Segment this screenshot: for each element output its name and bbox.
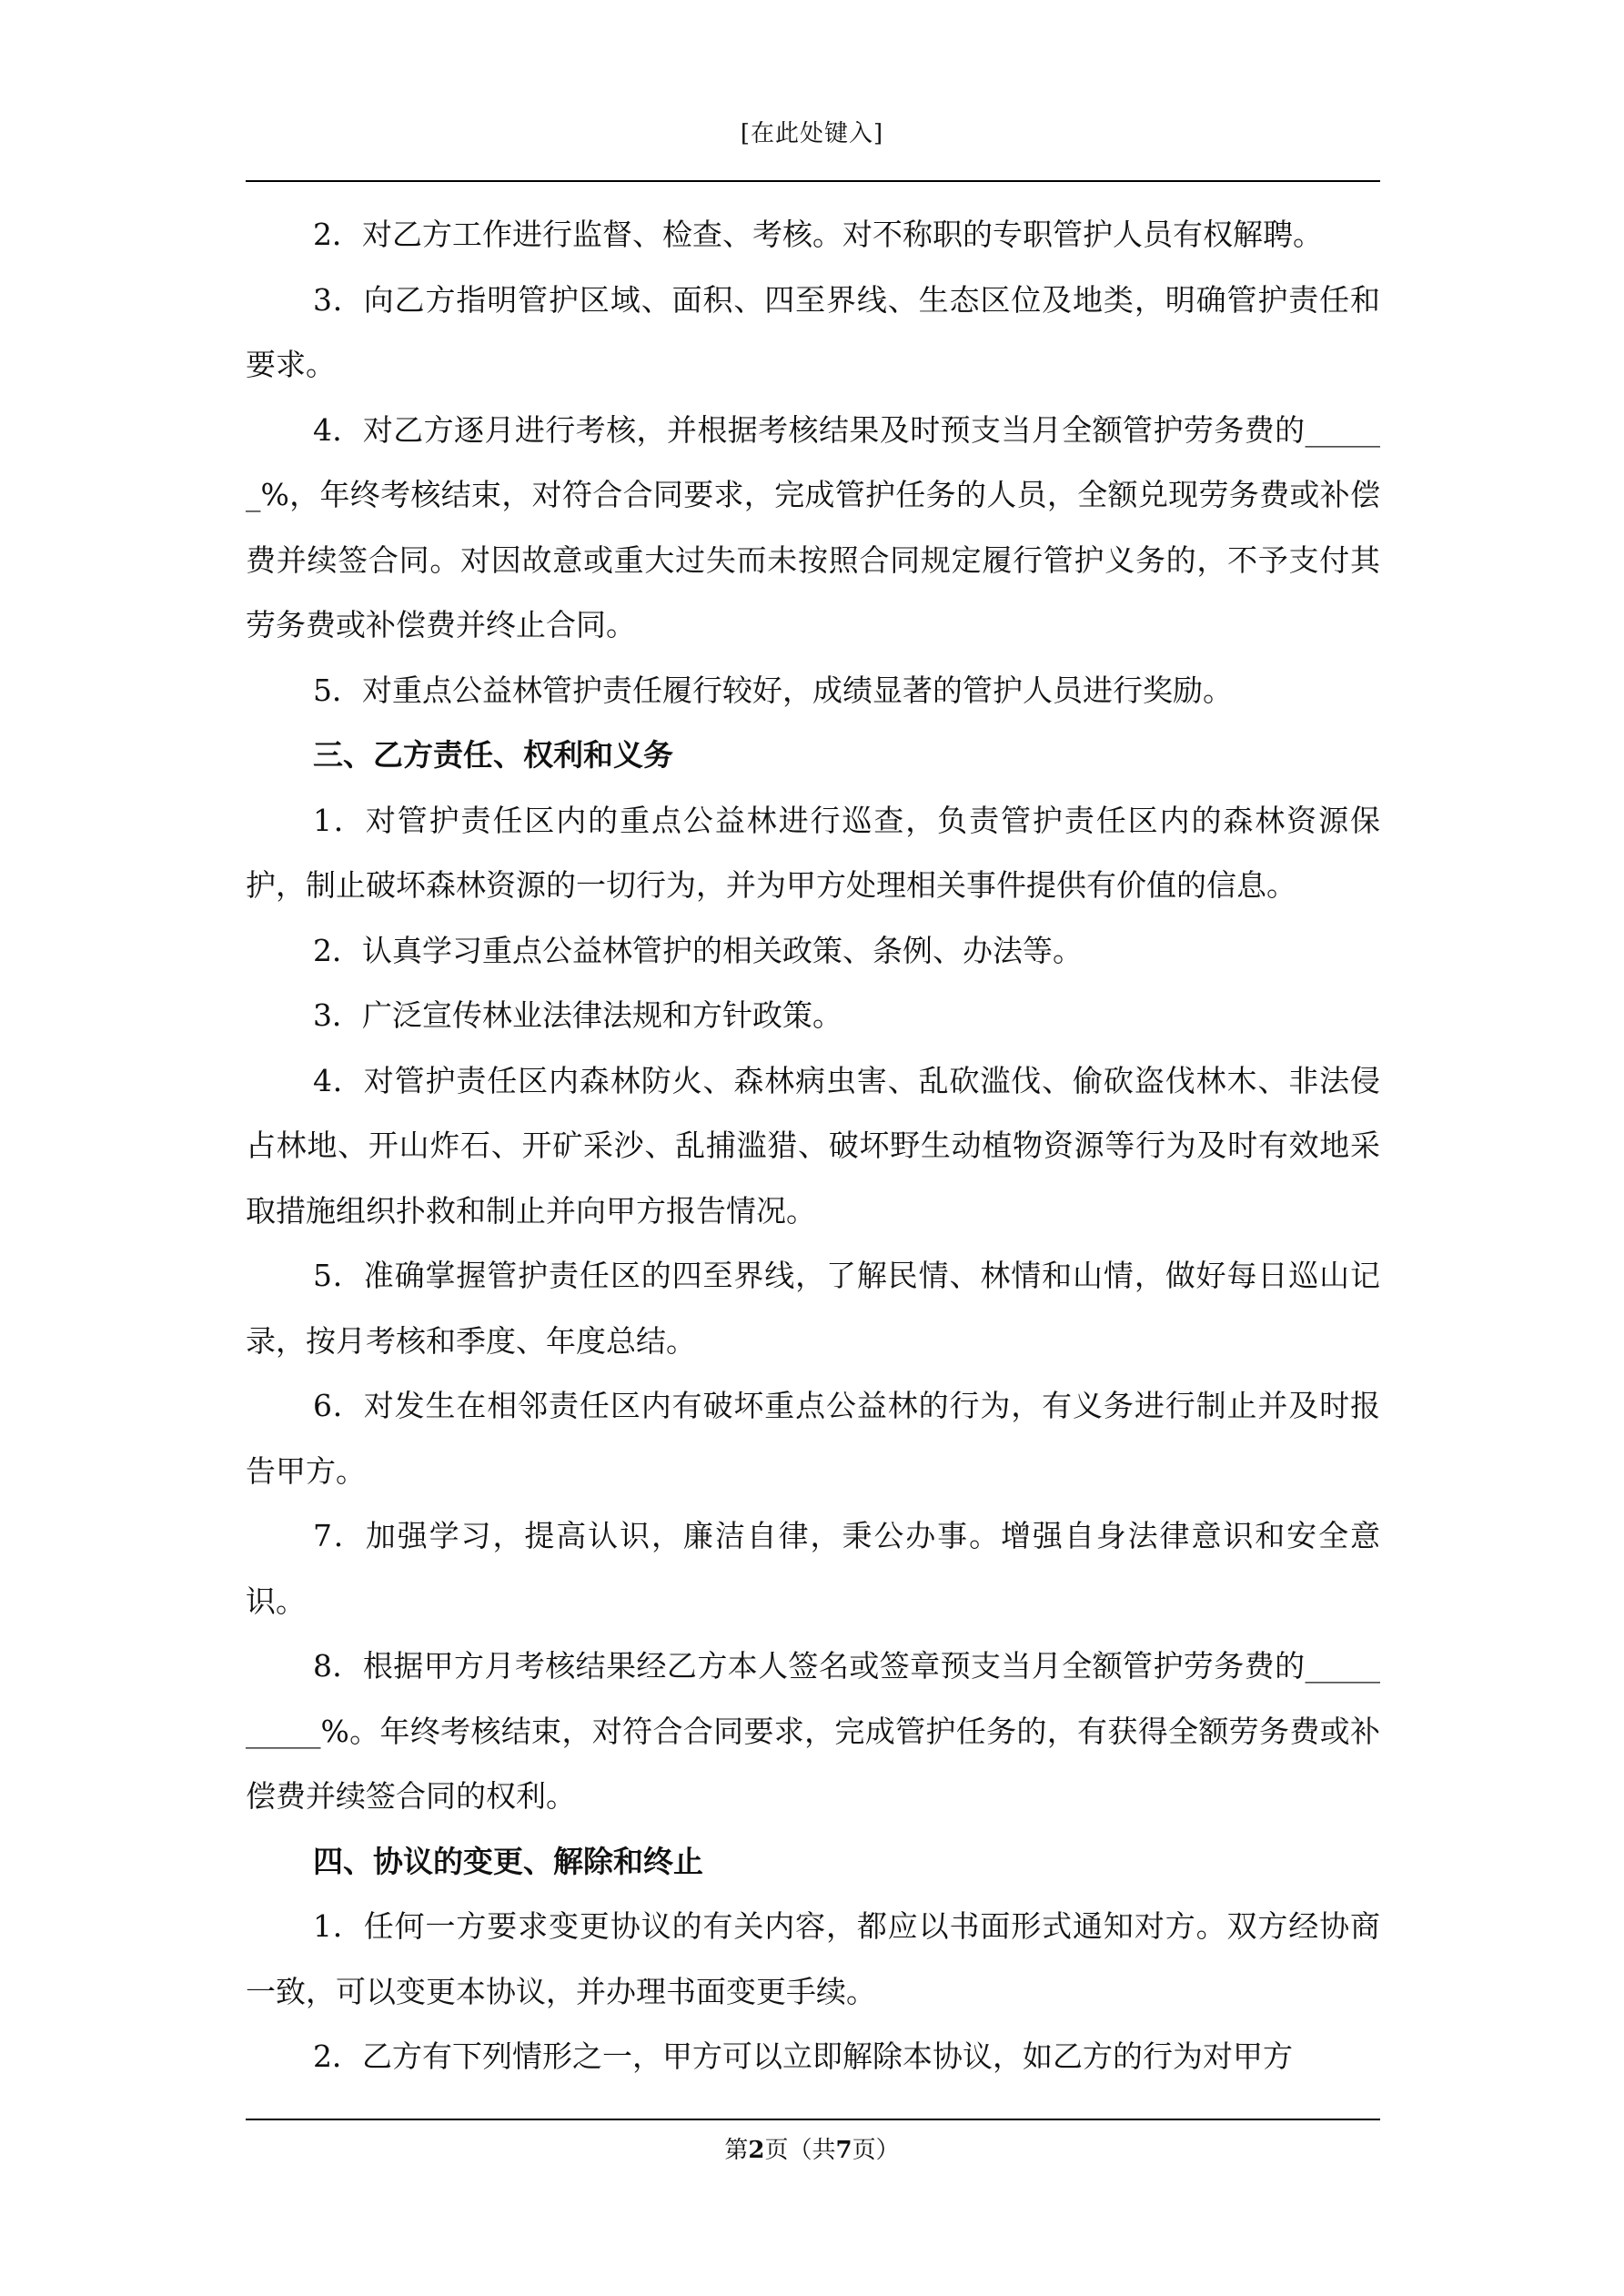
footer-suffix: 页）: [852, 2137, 900, 2164]
section-heading: 四、协议的变更、解除和终止: [313, 1843, 703, 1879]
page-total: 7: [835, 2137, 852, 2164]
paragraph: 8．根据甲方月考核结果经乙方本人签名或签章预支当月全额管护劳务费的__________%。年终考核结束，对符合合同要求，完成管护任务的，有获得全额劳务费或补偿费并续签合同的权利。: [246, 1648, 1380, 1814]
page-header-placeholder: [在此处键入]: [740, 120, 884, 147]
paragraph: 2．对乙方工作进行监督、检查、考核。对不称职的专职管护人员有权解聘。: [313, 217, 1323, 252]
header-rule: [246, 180, 1380, 182]
footer-middle: 页（共: [764, 2137, 836, 2164]
paragraph: 4．对乙方逐月进行考核，并根据考核结果及时预支当月全额管护劳务费的______%，年终考核结束，对符合合同要求，完成管护任务的人员，全额兑现劳务费或补偿费并续签合同。对因故意或重大过失而未按照合同规定履行管护义务的，不予支付其劳务费或补偿费并终止合同。: [246, 411, 1380, 642]
paragraph: 1．对管护责任区内的重点公益林进行巡查，负责管护责任区内的森林资源保护，制止破坏森林资源的一切行为，并为甲方处理相关事件提供有价值的信息。: [246, 802, 1380, 903]
footer-prefix: 第: [724, 2137, 749, 2164]
page-footer: [0, 2131, 1624, 2165]
document-body: [246, 202, 1380, 2089]
paragraph: 2．认真学习重点公益林管护的相关政策、条例、办法等。: [313, 932, 1083, 968]
page-number: 2: [748, 2137, 765, 2164]
footer-rule: [246, 2119, 1380, 2120]
paragraph: 3．向乙方指明管护区域、面积、四至界线、生态区位及地类，明确管护责任和要求。: [246, 281, 1380, 382]
paragraph: 1．任何一方要求变更协议的有关内容，都应以书面形式通知对方。双方经协商一致，可以变更本协议，并办理书面变更手续。: [246, 1908, 1380, 2009]
paragraph: 5．准确掌握管护责任区的四至界线，了解民情、林情和山情，做好每日巡山记录，按月考核和季度、年度总结。: [246, 1258, 1380, 1359]
paragraph: 4．对管护责任区内森林防火、森林病虫害、乱砍滥伐、偷砍盗伐林木、非法侵占林地、开山炸石、开矿采沙、乱捕滥猎、破坏野生动植物资源等行为及时有效地采取措施组织扑救和制止并向甲方报告情况。: [246, 1062, 1380, 1229]
section-heading: 三、乙方责任、权利和义务: [313, 737, 673, 773]
paragraph: 5．对重点公益林管护责任履行较好，成绩显著的管护人员进行奖励。: [313, 672, 1233, 708]
paragraph: 2．乙方有下列情形之一，甲方可以立即解除本协议，如乙方的行为对甲方: [313, 2038, 1293, 2074]
paragraph: 3．广泛宣传林业法律法规和方针政策。: [313, 997, 842, 1033]
paragraph: 6．对发生在相邻责任区内有破坏重点公益林的行为，有义务进行制止并及时报告甲方。: [246, 1388, 1380, 1489]
paragraph: 7．加强学习，提高认识，廉洁自律，秉公办事。增强自身法律意识和安全意识。: [246, 1518, 1380, 1619]
